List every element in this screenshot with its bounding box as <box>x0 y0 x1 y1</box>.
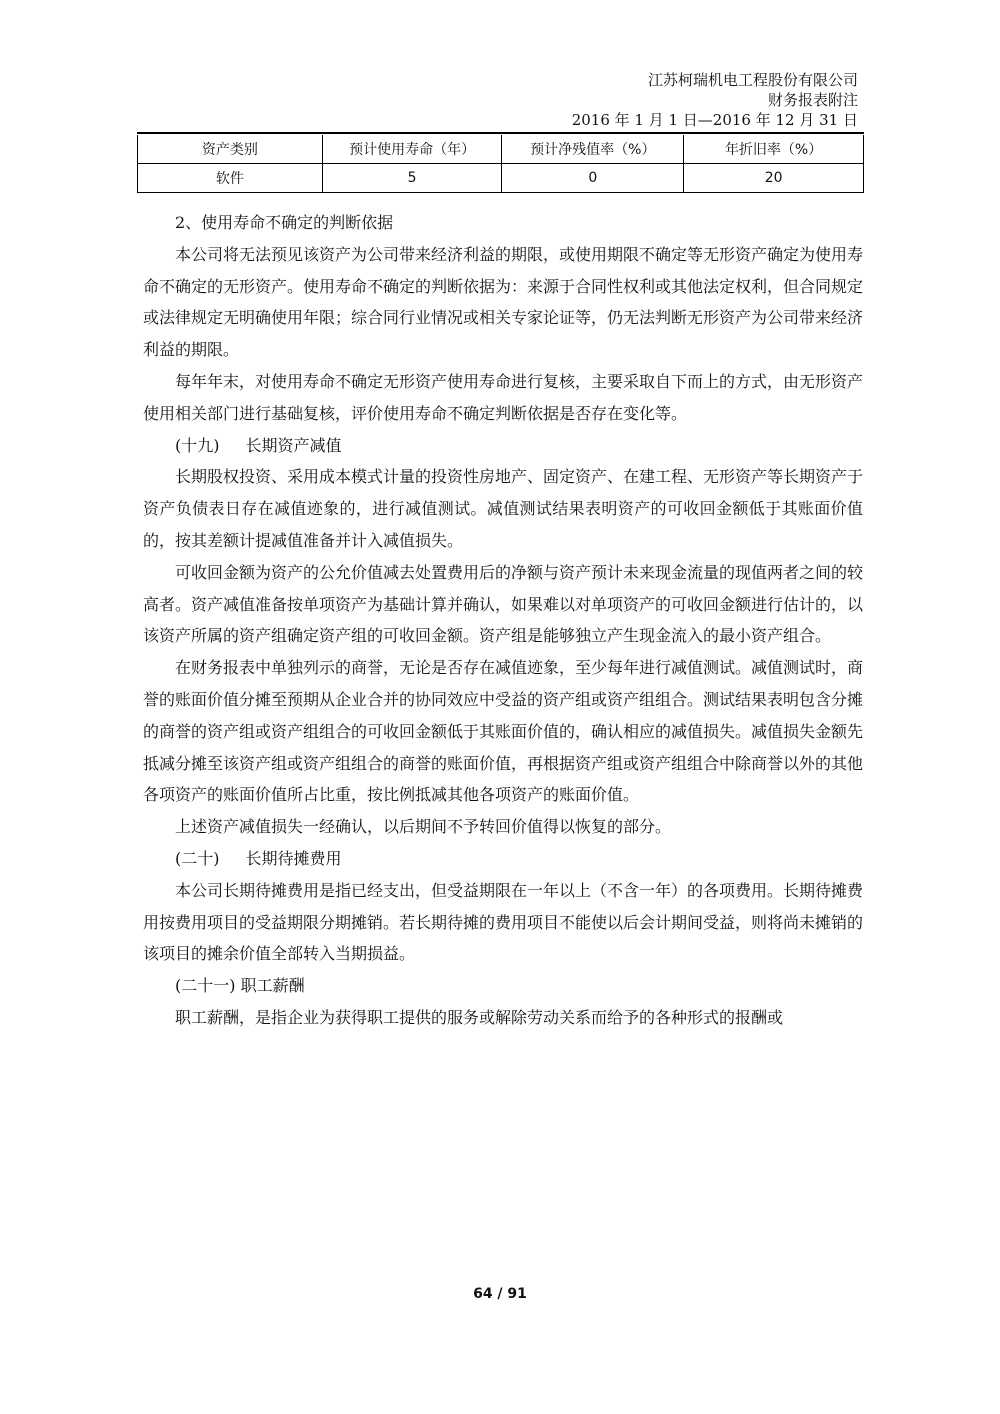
heading-employee-compensation: (二十一) 职工薪酬 <box>175 976 305 996</box>
heading-number: (二十) <box>175 848 220 868</box>
heading-indefinite-life: 2、使用寿命不确定的判断依据 <box>175 213 394 232</box>
paragraph: 本公司将无法预见该资产为公司带来经济利益的期限，或使用期限不确定等无形资产确定为使用寿命不确定的无形资产。使用寿命不确定的判断依据为：来源于合同性权利或其他法定权利，但合同规定或法律规定无明确使用年限；综合同行业情况或相关专家论证等，仍无法判断无形资产为公司带来经济利益的期限。 <box>143 244 864 360</box>
body-text <box>143 207 863 1034</box>
paragraph: 在财务报表中单独列示的商誉，无论是否存在减值迹象，至少每年进行减值测试。减值测试时，商誉的账面价值分摊至预期从企业合并的协同效应中受益的资产组或资产组组合。测试结果表明包含分摊的商誉的资产组或资产组组合的可收回金额低于其账面价值的，确认相应的减值损失。减值损失金额先抵减分摊至该资产组或资产组组合的商誉的账面价值，再根据资产组或资产组组合中除商誉以外的其他各项资产的账面价值所占比重，按比例抵减其他各项资产的账面价值。 <box>143 658 864 805</box>
cell-depreciation-rate: 20 <box>684 164 864 193</box>
page-number: 64 / 91 <box>473 1286 527 1302</box>
paragraph: 长期股权投资、采用成本模式计量的投资性房地产、固定资产、在建工程、无形资产等长期资产于资产负债表日存在减值迹象的，进行减值测试。减值测试结果表明资产的可收回金额低于其账面价值的，按其差额计提减值准备并计入减值损失。 <box>143 467 864 550</box>
paragraph: 上述资产减值损失一经确认，以后期间不予转回价值得以恢复的部分。 <box>175 817 672 837</box>
page-header <box>572 70 858 130</box>
company-name: 江苏柯瑞机电工程股份有限公司 <box>647 71 858 89</box>
table-row <box>138 164 864 193</box>
cell-residual-rate: 0 <box>502 164 684 193</box>
depreciation-table <box>137 135 864 193</box>
cell-asset-type: 软件 <box>138 164 323 193</box>
reporting-period: 2016 年 1 月 1 日—2016 年 12 月 31 日 <box>571 111 858 129</box>
heading-number: (十九) <box>175 435 220 455</box>
table-header-row <box>138 135 864 164</box>
paragraph: 本公司长期待摊费用是指已经支出，但受益期限在一年以上（不含一年）的各项费用。长期待摊费用按费用项目的受益期限分期摊销。若长期待摊的费用项目不能使以后会计期间受益，则将尚未摊销的该项目的摊余价值全部转入当期损益。 <box>143 880 864 964</box>
col-header-asset-type: 资产类别 <box>138 135 323 164</box>
cell-useful-life: 5 <box>322 164 502 193</box>
paragraph: 职工薪酬，是指企业为获得职工提供的服务或解除劳动关系而给予的各种形式的报酬或 <box>175 1007 784 1027</box>
paragraph: 每年年末，对使用寿命不确定无形资产使用寿命进行复核，主要采取自下而上的方式，由无形资产使用相关部门进行基础复核，评价使用寿命不确定判断依据是否存在变化等。 <box>143 371 864 423</box>
heading-title: 长期待摊费用 <box>245 848 342 868</box>
col-header-useful-life: 预计使用寿命（年） <box>322 135 502 164</box>
paragraph: 可收回金额为资产的公允价值减去处置费用后的净额与资产预计未来现金流量的现值两者之间的较高者。资产减值准备按单项资产为基础计算并确认，如果难以对单项资产的可收回金额进行估计的，以该资产所属的资产组确定资产组的可收回金额。资产组是能够独立产生现金流入的最小资产组合。 <box>143 562 864 646</box>
heading-title: 长期资产减值 <box>245 435 342 455</box>
document-title: 财务报表附注 <box>767 91 858 109</box>
heading-long-term-asset-impairment <box>143 430 863 462</box>
heading-long-term-prepaid-expenses <box>143 843 863 875</box>
col-header-residual-rate: 预计净残值率（%） <box>502 135 684 164</box>
col-header-depreciation-rate: 年折旧率（%） <box>684 135 864 164</box>
header-rule <box>137 132 864 134</box>
